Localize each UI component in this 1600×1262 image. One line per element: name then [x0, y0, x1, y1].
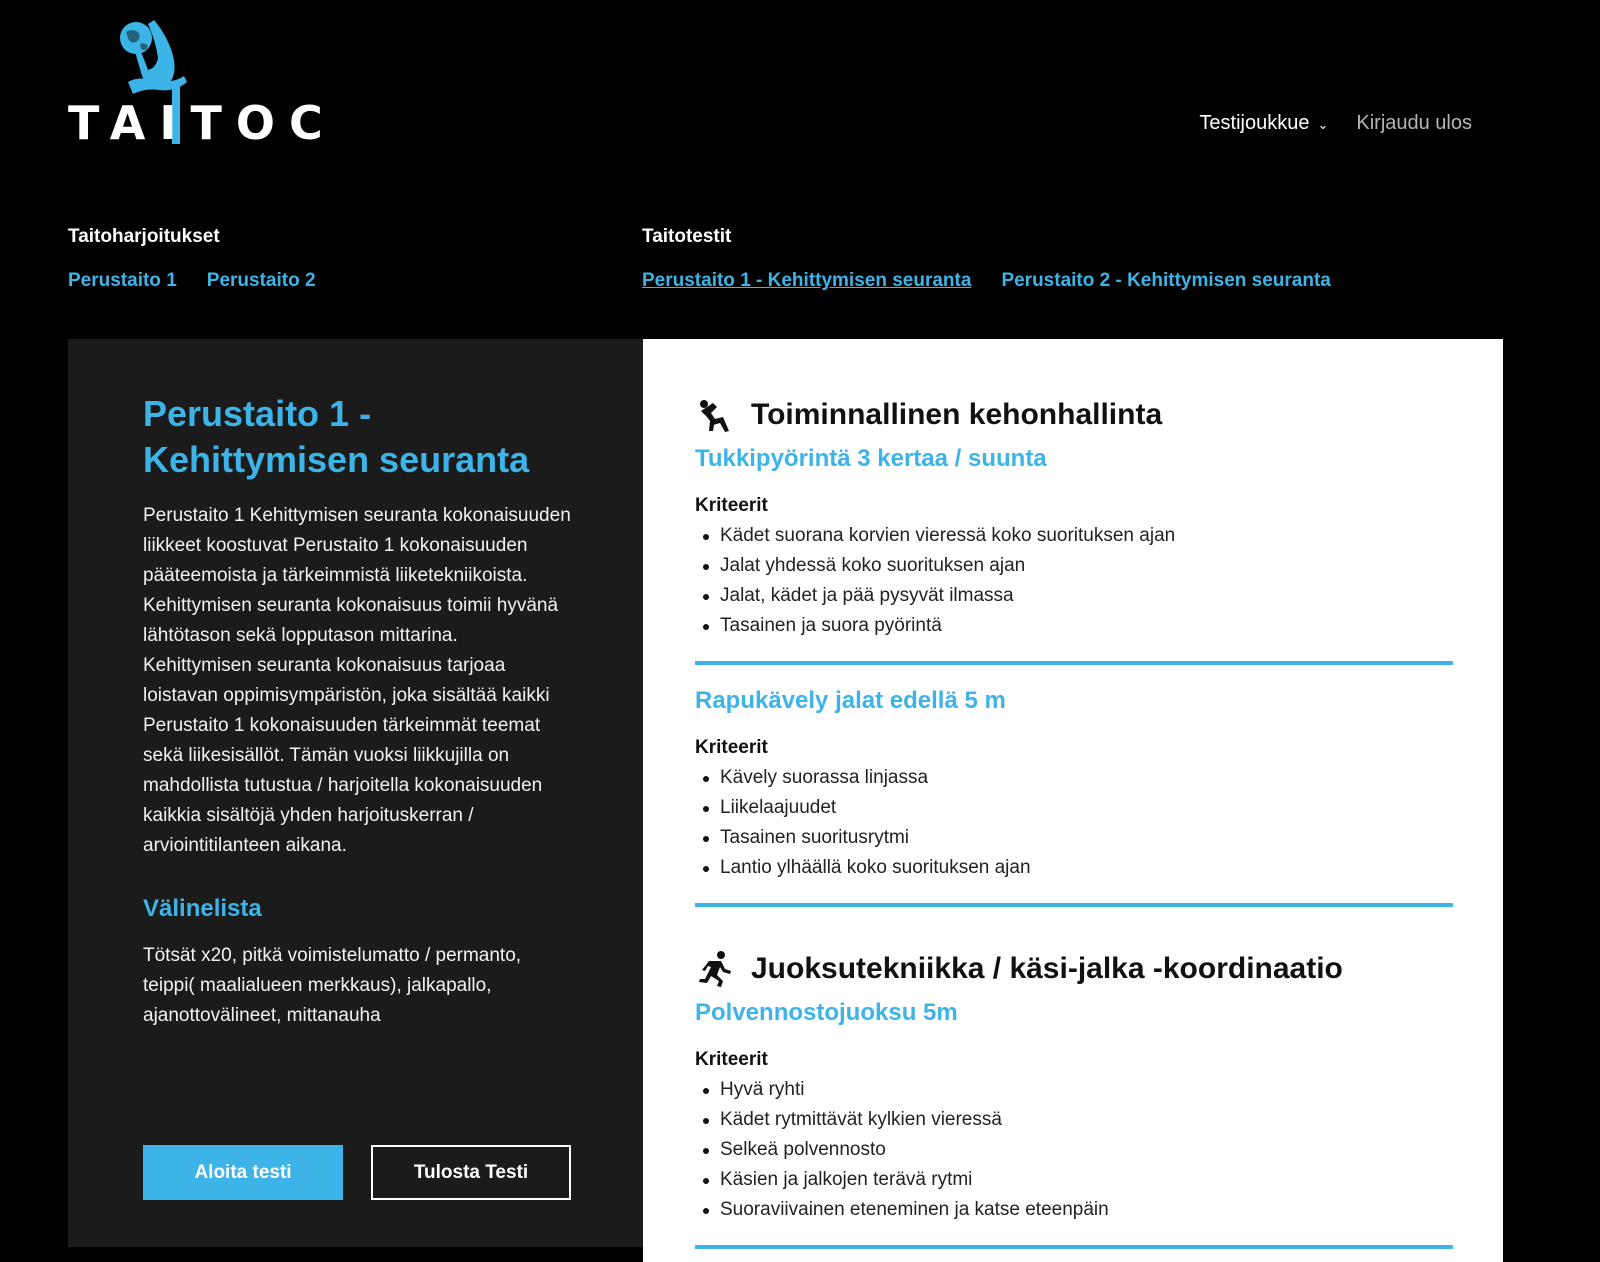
criteria-list: [695, 763, 1453, 883]
criteria-list: [695, 521, 1453, 641]
chevron-down-icon: ⌄: [1317, 116, 1329, 132]
exercise-title: Rapukävely jalat edellä 5 m: [695, 687, 1006, 714]
test-description: [143, 501, 571, 861]
criteria-item: Selkeä polvennosto: [695, 1135, 1453, 1165]
criteria-item: Hyvä ryhti: [695, 1075, 1453, 1105]
exercise-card: [695, 445, 1453, 665]
test-description-para-2: Kehittymisen seuranta kokonaisuus tarjoaa loistavan oppimisympäristön, joka sisältää kaikki Perustaito 1 kokonaisuuden tärkeimmät teemat sekä liikesisällöt. Tämän vuoksi liikkujilla on mahdollista tutustua / harjoitella kokonaisuuden kaikkia sisältöjä yhden harjoituskerran / arviointitilanteen aikana.: [143, 655, 550, 856]
section-running-technique: [695, 949, 1453, 1249]
exercise-title: Tukkipyörintä 3 kertaa / suunta: [695, 445, 1047, 472]
section-body-control: [695, 395, 1453, 907]
section-title: Juoksutekniikka / käsi-jalka -koordinaatio: [751, 952, 1343, 985]
criteria-label: Kriteerit: [695, 1049, 768, 1070]
criteria-item: Tasainen ja suora pyörintä: [695, 611, 1453, 641]
page-title: Perustaito 1 - Kehittymisen seuranta: [143, 393, 530, 480]
criteria-list: [695, 1075, 1453, 1225]
taitoc-logo[interactable]: [68, 18, 337, 150]
print-test-button[interactable]: Tulosta Testi: [371, 1145, 571, 1200]
criteria-label: Kriteerit: [695, 495, 768, 516]
criteria-item: Jalat yhdessä koko suorituksen ajan: [695, 551, 1453, 581]
test-description-para-1: Perustaito 1 Kehittymisen seuranta kokonaisuuden liikkeet koostuvat Perustaito 1 kokonaisuuden pääteemoista ja tärkeimmistä liiketekniikoista. Kehittymisen seuranta kokonaisuus toimii hyvänä lähtötason sekä lopputason mittarina.: [143, 505, 571, 646]
exercise-card: [695, 999, 1453, 1249]
criteria-label: Kriteerit: [695, 737, 768, 758]
nav-link-perustaito-2[interactable]: Perustaito 2: [206, 270, 316, 291]
criteria-item: Kädet rytmittävät kylkien vieressä: [695, 1105, 1453, 1135]
criteria-item: Suoraviivainen eteneminen ja katse eteenpäin: [695, 1195, 1453, 1225]
team-dropdown[interactable]: [1199, 112, 1328, 135]
nav-link-test-perustaito-1[interactable]: Perustaito 1 - Kehittymisen seuranta: [642, 270, 972, 291]
criteria-item: Käsien ja jalkojen terävä rytmi: [695, 1165, 1453, 1195]
exercise-card: [695, 687, 1453, 907]
test-content-panel: [643, 339, 1503, 1262]
running-icon: [695, 949, 735, 989]
exercise-title: Polvennostojuoksu 5m: [695, 999, 958, 1026]
criteria-item: Jalat, kädet ja pää pysyvät ilmassa: [695, 581, 1453, 611]
logo-wordmark: TAITOC: [68, 96, 337, 150]
team-dropdown-label: Testijoukkue: [1199, 112, 1310, 134]
tests-nav-title: Taitotestit: [642, 226, 732, 247]
criteria-item: Liikelaajuudet: [695, 793, 1453, 823]
body-control-icon: [695, 395, 735, 435]
criteria-item: Tasainen suoritusrytmi: [695, 823, 1453, 853]
test-info-panel: [68, 339, 643, 1247]
exercises-nav: [68, 226, 316, 292]
logout-link[interactable]: Kirjaudu ulos: [1356, 112, 1472, 134]
top-nav: [1199, 112, 1472, 135]
criteria-item: Kädet suorana korvien vieressä koko suorituksen ajan: [695, 521, 1453, 551]
nav-link-perustaito-1[interactable]: Perustaito 1: [68, 270, 177, 291]
equipment-list: Tötsät x20, pitkä voimistelumatto / permanto, teippi( maalialueen merkkaus), jalkapallo, ajanottovälineet, mittanauha: [143, 945, 522, 1026]
nav-link-test-perustaito-2[interactable]: Perustaito 2 - Kehittymisen seuranta: [1001, 270, 1331, 291]
equipment-title: Välinelista: [143, 895, 262, 922]
tests-nav: [642, 226, 1331, 292]
criteria-item: Kävely suorassa linjassa: [695, 763, 1453, 793]
criteria-item: Lantio ylhäällä koko suorituksen ajan: [695, 853, 1453, 883]
exercises-nav-title: Taitoharjoitukset: [68, 226, 220, 247]
start-test-button[interactable]: Aloita testi: [143, 1145, 343, 1200]
section-title: Toiminnallinen kehonhallinta: [751, 398, 1163, 431]
